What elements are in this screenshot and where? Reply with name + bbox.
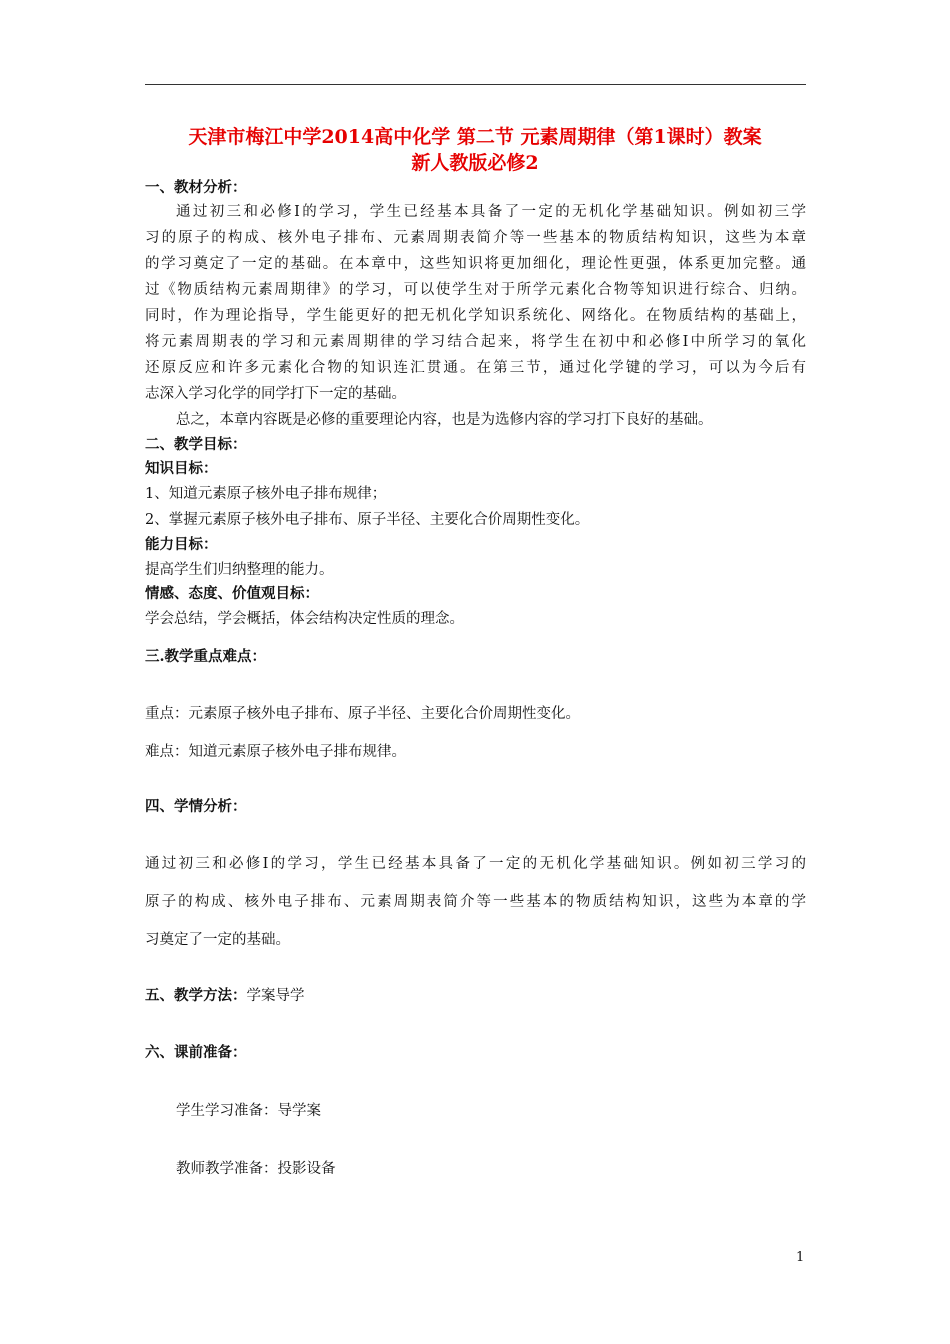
section1-para1-line: 通过初三和必修Ⅰ的学习，学生已经基本具备了一定的无机化学基础知识。例如初三学 [176, 204, 806, 220]
emotion-goal-text: 学会总结，学会概括，体会结构决定性质的理念。 [145, 611, 464, 627]
section1-para1-line: 同时，作为理论指导，学生能更好的把无机化学知识系统化、网络化。在物质结构的基础上， [145, 308, 806, 324]
key-point: 重点：元素原子核外电子排布、原子半径、主要化合价周期性变化。 [145, 706, 580, 722]
student-prep: 学生学习准备：导学案 [176, 1103, 321, 1119]
knowledge-goal-item: 2、掌握元素原子核外电子排布、原子半径、主要化合价周期性变化。 [145, 512, 590, 528]
ability-goal-text: 提高学生们归纳整理的能力。 [145, 562, 334, 578]
teacher-prep: 教师教学准备：投影设备 [176, 1161, 336, 1177]
header-rule [145, 84, 806, 85]
ability-goal-heading: 能力目标： [145, 536, 218, 553]
section4-line: 原子的构成、核外电子排布、元素周期表简介等一些基本的物质结构知识，这些为本章的学 [145, 894, 806, 910]
section4-line: 习奠定了一定的基础。 [145, 932, 290, 948]
knowledge-goal-heading: 知识目标： [145, 460, 218, 477]
section1-para1-line: 志深入学习化学的同学打下一定的基础。 [145, 386, 406, 402]
section1-para1-line: 习的原子的构成、核外电子排布、元素周期表简介等一些基本的物质结构知识，这些为本章 [145, 230, 806, 246]
section4-line: 通过初三和必修Ⅰ的学习，学生已经基本具备了一定的无机化学基础知识。例如初三学习的 [145, 856, 806, 872]
section2-heading: 二、教学目标： [145, 436, 247, 453]
section1-para1-line: 的学习奠定了一定的基础。在本章中，这些知识将更加细化，理论性更强，体系更加完整。通 [145, 256, 806, 272]
section5 [145, 985, 305, 1007]
section1-para1-line: 还原反应和许多元素化合物的知识连汇贯通。在第三节，通过化学键的学习，可以为今后有 [145, 360, 806, 376]
section5-heading: 五、教学方法： [145, 987, 247, 1004]
section4-heading: 四、学情分析： [145, 798, 247, 815]
section1-heading: 一、教材分析： [145, 179, 247, 196]
difficult-point: 难点：知道元素原子核外电子排布规律。 [145, 744, 406, 760]
emotion-goal-heading: 情感、态度、价值观目标： [145, 585, 319, 602]
document-title-line1: 天津市梅江中学2014高中化学 第二节 元素周期律（第1课时）教案 [188, 126, 762, 148]
section3-heading: 三.教学重点难点： [145, 648, 267, 665]
section1-para1-line: 将元素周期表的学习和元素周期律的学习结合起来，将学生在初中和必修Ⅰ中所学习的氧化 [145, 334, 806, 350]
section1-para2: 总之，本章内容既是必修的重要理论内容，也是为选修内容的学习打下良好的基础。 [176, 412, 713, 428]
knowledge-goal-item: 1、知道元素原子核外电子排布规律； [145, 486, 387, 502]
section6-heading: 六、课前准备： [145, 1044, 247, 1061]
teaching-method: 学案导学 [246, 988, 305, 1004]
page-number: 1 [796, 1250, 805, 1265]
section1-para1-line: 过《物质结构元素周期律》的学习，可以使学生对于所学元素化合物等知识进行综合、归纳。 [145, 282, 806, 298]
document-title-line2: 新人教版必修2 [411, 152, 539, 174]
